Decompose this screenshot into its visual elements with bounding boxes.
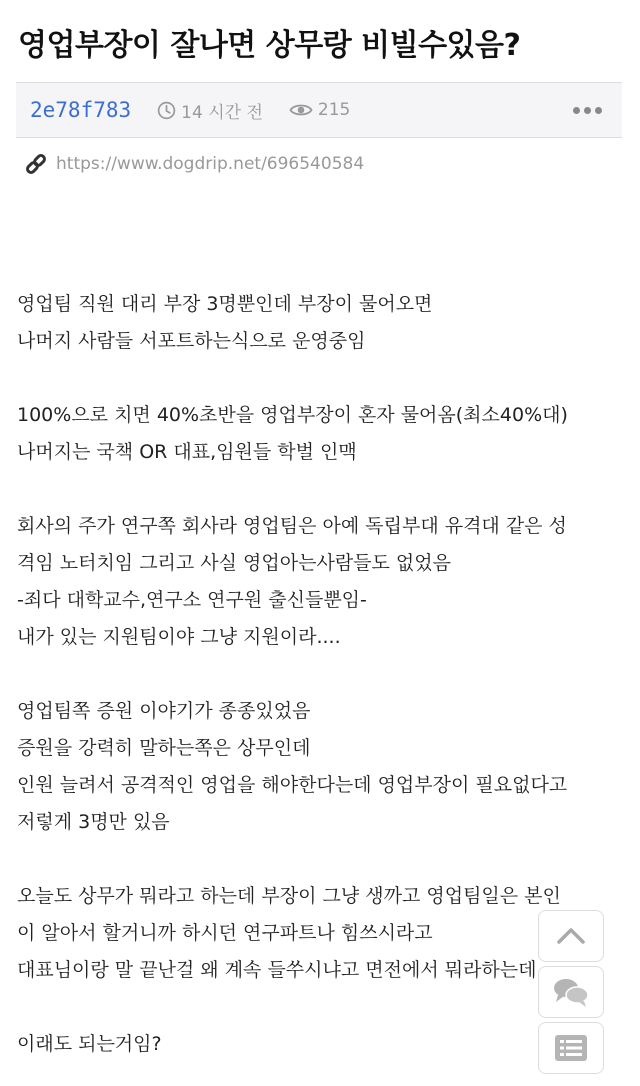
body-line: 이 알아서 할거니까 하시던 연구파트나 힘쓰시라고 xyxy=(17,922,433,944)
body-line: 저렇게 3명만 있음 xyxy=(17,811,170,833)
body-paragraph xyxy=(17,693,627,841)
body-line: 나머지는 국책 OR 대표,임원들 학벌 인맥 xyxy=(17,441,357,463)
body-line: 격임 노터치임 그리고 사실 영업아는사람들도 없었음 xyxy=(17,552,451,574)
post-url-row xyxy=(24,152,364,176)
body-line: 인원 늘려서 공격적인 영업을 해야한다는데 영업부장이 필요없다고 xyxy=(17,774,568,796)
body-line: 증원을 강력히 말하는쪽은 상무인데 xyxy=(17,737,311,759)
body-line: 회사의 주가 연구쪽 회사라 영업팀은 아예 독립부대 유격대 같은 성 xyxy=(17,515,567,537)
body-line: -죄다 대학교수,연구소 연구원 출신들뿐임- xyxy=(17,589,367,611)
body-line: 영업팀 직원 대리 부장 3명뿐인데 부장이 물어오면 xyxy=(17,293,433,315)
post-time xyxy=(157,98,263,123)
post-meta-bar xyxy=(16,82,622,138)
body-line: 대표님이랑 말 끝난걸 왜 계속 들쑤시냐고 면전에서 뭐라하는데 xyxy=(17,959,537,981)
list-icon xyxy=(554,1034,588,1062)
body-line: 오늘도 상무가 뭐라고 하는데 부장이 그냥 생까고 영업팀일은 본인 xyxy=(17,885,561,907)
chevron-up-icon xyxy=(556,926,586,946)
list-button[interactable] xyxy=(538,1022,604,1074)
body-line: 이래도 되는거임? xyxy=(17,1033,162,1055)
post-views-count: 215 xyxy=(317,100,351,120)
author-link[interactable]: 2e78f783 xyxy=(30,98,132,122)
body-paragraph xyxy=(17,508,627,656)
link-icon xyxy=(24,152,48,176)
more-dots-icon[interactable] xyxy=(573,107,602,114)
body-line: 영업팀쪽 증원 이야기가 종종있었음 xyxy=(17,700,311,722)
clock-icon xyxy=(157,101,176,120)
body-line: 내가 있는 지원팀이야 그냥 지원이라.... xyxy=(17,626,341,648)
scroll-top-button[interactable] xyxy=(538,910,604,962)
comment-bubbles-icon xyxy=(552,976,590,1008)
eye-icon xyxy=(289,102,313,118)
post-time-text: 14 시간 전 xyxy=(181,102,263,123)
body-paragraph xyxy=(17,1026,627,1063)
post-title: 영업부장이 잘나면 상무랑 비빌수있음? xyxy=(18,28,521,63)
post-views xyxy=(289,100,350,120)
comments-button[interactable] xyxy=(538,966,604,1018)
body-line: 100%으로 치면 40%초반을 영업부장이 혼자 물어옴(최소40%대) xyxy=(17,404,568,426)
post-body xyxy=(17,286,627,1086)
body-paragraph xyxy=(17,878,627,989)
body-paragraph xyxy=(17,286,627,360)
body-paragraph xyxy=(17,397,627,471)
post-url-link[interactable]: https://www.dogdrip.net/696540584 xyxy=(56,154,365,174)
body-line: 나머지 사람들 서포트하는식으로 운영중임 xyxy=(17,330,366,352)
